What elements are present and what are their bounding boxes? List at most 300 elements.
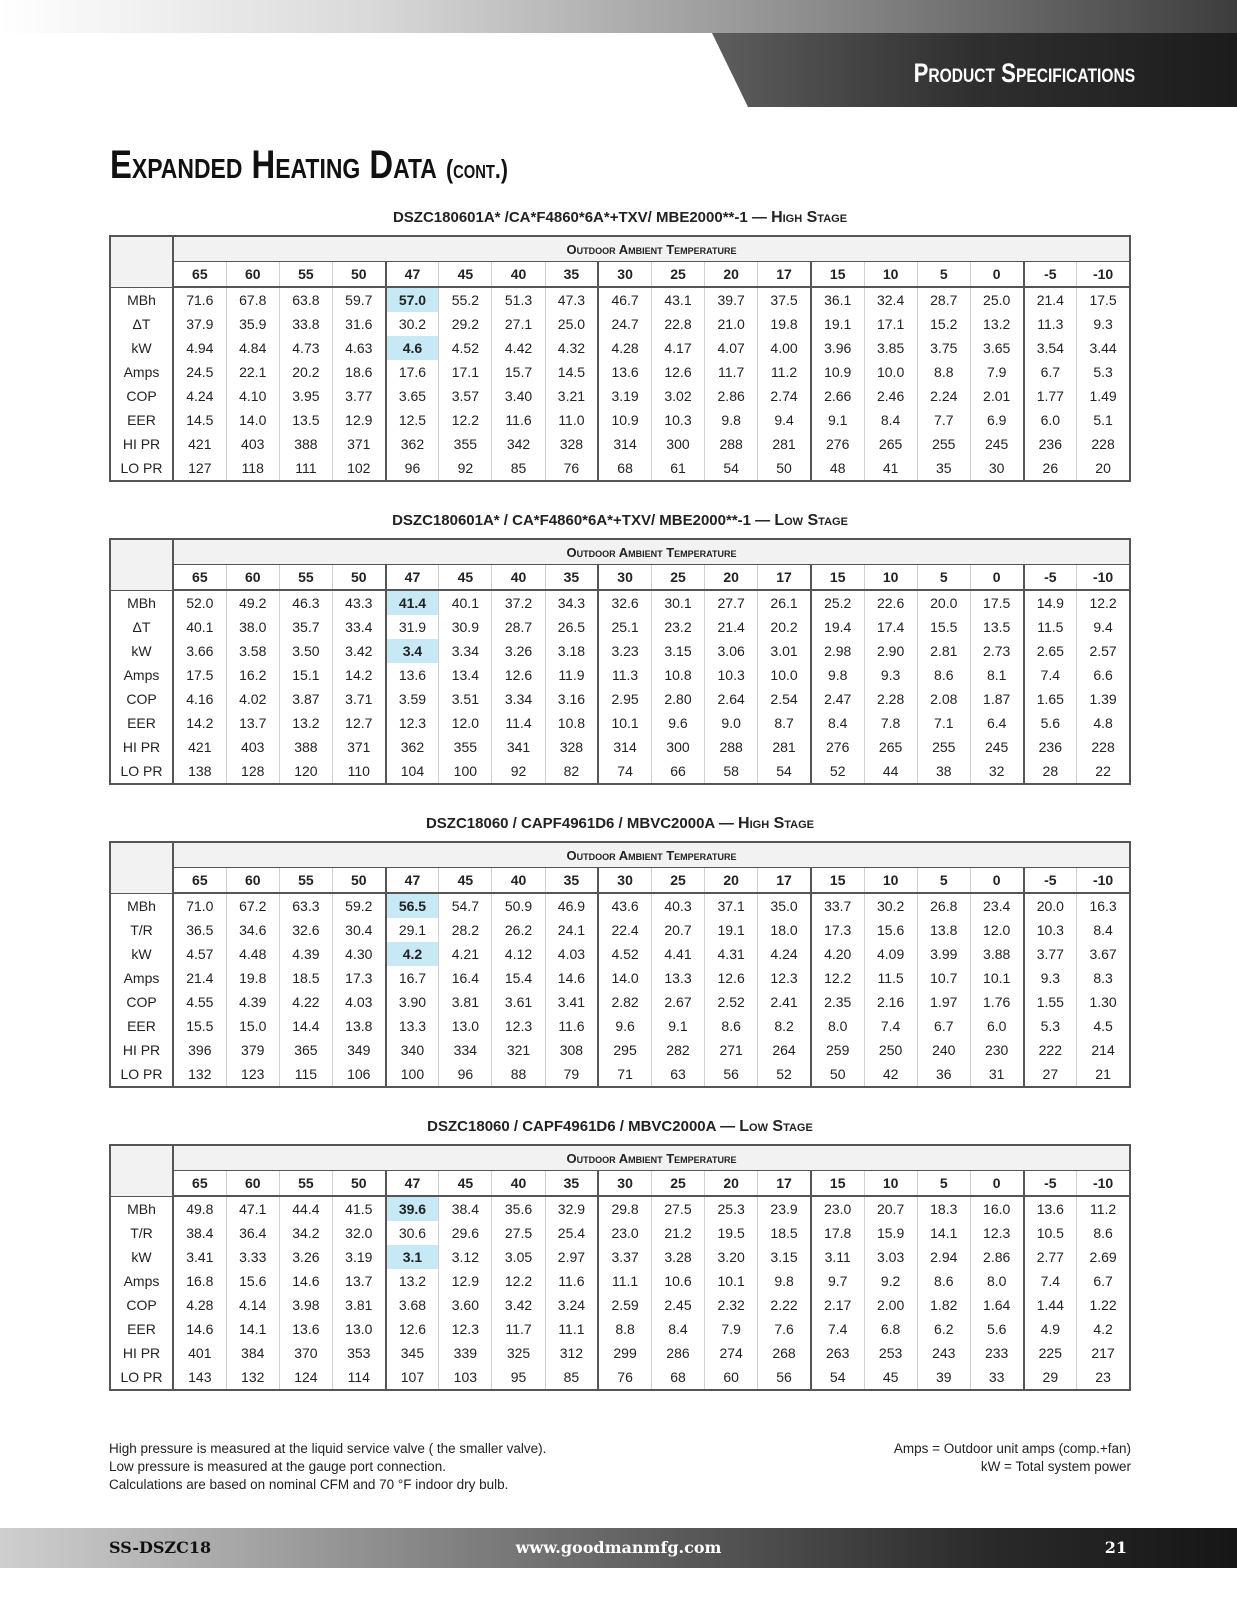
corner-cell bbox=[110, 236, 173, 287]
row-label: Amps bbox=[110, 360, 173, 384]
row-label: LO PR bbox=[110, 1365, 173, 1390]
table-cell: 12.9 bbox=[332, 408, 385, 432]
table-cell: 60 bbox=[705, 1365, 758, 1390]
table-cell: 143 bbox=[173, 1365, 226, 1390]
table-cell: 9.3 bbox=[864, 663, 917, 687]
table-cell: 2.80 bbox=[651, 687, 704, 711]
table-cell: 32.9 bbox=[545, 1196, 598, 1221]
table-cell: 4.41 bbox=[651, 942, 704, 966]
table-cell: 12.3 bbox=[492, 1014, 545, 1038]
table-cell: 4.10 bbox=[226, 384, 279, 408]
table-cell: 68 bbox=[598, 456, 651, 481]
corner-cell bbox=[110, 842, 173, 893]
table-cell: 3.44 bbox=[1077, 336, 1130, 360]
table-cell: 14.5 bbox=[173, 408, 226, 432]
table-cell: 12.9 bbox=[439, 1269, 492, 1293]
table-cell: 6.4 bbox=[970, 711, 1023, 735]
table-cell: 128 bbox=[226, 759, 279, 784]
table-cell: 2.24 bbox=[917, 384, 970, 408]
table-cell: 59.7 bbox=[332, 287, 385, 312]
table-title-stage: High Stage bbox=[738, 815, 815, 832]
column-header: 45 bbox=[439, 565, 492, 591]
table-cell: 13.6 bbox=[386, 663, 439, 687]
table-row bbox=[110, 1293, 1130, 1317]
table-cell: 16.0 bbox=[970, 1196, 1023, 1221]
table-cell: 33 bbox=[970, 1365, 1023, 1390]
table-cell: 8.8 bbox=[917, 360, 970, 384]
table-cell: 4.00 bbox=[758, 336, 811, 360]
table-cell: 4.09 bbox=[864, 942, 917, 966]
table-cell: 54 bbox=[811, 1365, 864, 1390]
table-cell: 230 bbox=[970, 1038, 1023, 1062]
table-cell: 30.2 bbox=[864, 893, 917, 918]
table-cell: 13.5 bbox=[279, 408, 332, 432]
table-cell: 17.4 bbox=[864, 615, 917, 639]
table-cell: 32.4 bbox=[864, 287, 917, 312]
table-cell: 14.2 bbox=[332, 663, 385, 687]
table-cell: 17.3 bbox=[811, 918, 864, 942]
table-cell: 14.1 bbox=[917, 1221, 970, 1245]
column-header: 0 bbox=[970, 868, 1023, 894]
table-cell: 15.7 bbox=[492, 360, 545, 384]
table-cell: 57.0 bbox=[386, 287, 439, 312]
table-cell: 3.65 bbox=[386, 384, 439, 408]
row-label: COP bbox=[110, 687, 173, 711]
table-cell: 8.1 bbox=[970, 663, 1023, 687]
table-cell: 8.8 bbox=[598, 1317, 651, 1341]
row-label: HI PR bbox=[110, 432, 173, 456]
table-cell: 9.8 bbox=[705, 408, 758, 432]
table-cell: 3.20 bbox=[705, 1245, 758, 1269]
table-cell: 20.0 bbox=[1024, 893, 1077, 918]
row-label: HI PR bbox=[110, 1038, 173, 1062]
table-cell: 5.3 bbox=[1024, 1014, 1077, 1038]
table-cell: 342 bbox=[492, 432, 545, 456]
column-header: 5 bbox=[917, 868, 970, 894]
table-cell: 14.4 bbox=[279, 1014, 332, 1038]
column-header: 60 bbox=[226, 1171, 279, 1197]
table-cell: 123 bbox=[226, 1062, 279, 1087]
table-cell: 22.8 bbox=[651, 312, 704, 336]
table-cell: 15.5 bbox=[173, 1014, 226, 1038]
table-cell: 2.59 bbox=[598, 1293, 651, 1317]
table-cell: 3.77 bbox=[332, 384, 385, 408]
table-cell: 51.3 bbox=[492, 287, 545, 312]
column-header: 65 bbox=[173, 868, 226, 894]
table-cell: 22.6 bbox=[864, 590, 917, 615]
column-header: 45 bbox=[439, 868, 492, 894]
table-title bbox=[109, 1116, 1131, 1138]
table-cell: 12.2 bbox=[1077, 590, 1130, 615]
table-cell: 1.39 bbox=[1077, 687, 1130, 711]
table-cell: 7.4 bbox=[811, 1317, 864, 1341]
table-cell: 11.3 bbox=[598, 663, 651, 687]
table-cell: 20.7 bbox=[864, 1196, 917, 1221]
table-cell: 106 bbox=[332, 1062, 385, 1087]
table-cell: 288 bbox=[705, 735, 758, 759]
table-cell: 50 bbox=[811, 1062, 864, 1087]
table-cell: 38.4 bbox=[439, 1196, 492, 1221]
table-cell: 34.6 bbox=[226, 918, 279, 942]
column-header: 65 bbox=[173, 565, 226, 591]
table-row bbox=[110, 639, 1130, 663]
table-cell: 39.6 bbox=[386, 1196, 439, 1221]
column-header: 25 bbox=[651, 868, 704, 894]
table-cell: 28.7 bbox=[492, 615, 545, 639]
table-cell: 6.0 bbox=[970, 1014, 1023, 1038]
table-cell: 1.87 bbox=[970, 687, 1023, 711]
table-cell: 26.5 bbox=[545, 615, 598, 639]
table-cell: 23.4 bbox=[970, 893, 1023, 918]
table-cell: 38 bbox=[917, 759, 970, 784]
table-row bbox=[110, 336, 1130, 360]
column-header: 40 bbox=[492, 262, 545, 288]
table-cell: 299 bbox=[598, 1341, 651, 1365]
table-cell: 12.6 bbox=[386, 1317, 439, 1341]
table-row bbox=[110, 687, 1130, 711]
table-cell: 228 bbox=[1077, 432, 1130, 456]
row-label: ΔT bbox=[110, 312, 173, 336]
row-label: EER bbox=[110, 408, 173, 432]
column-header: 65 bbox=[173, 262, 226, 288]
table-cell: 4.9 bbox=[1024, 1317, 1077, 1341]
table-cell: 3.1 bbox=[386, 1245, 439, 1269]
table-cell: 308 bbox=[545, 1038, 598, 1062]
column-header: -10 bbox=[1077, 565, 1130, 591]
table-cell: 9.1 bbox=[651, 1014, 704, 1038]
row-label: COP bbox=[110, 990, 173, 1014]
table-cell: 4.39 bbox=[279, 942, 332, 966]
table-cell: 16.8 bbox=[173, 1269, 226, 1293]
table-cell: 30.6 bbox=[386, 1221, 439, 1245]
table-cell: 5.1 bbox=[1077, 408, 1130, 432]
table-cell: 33.4 bbox=[332, 615, 385, 639]
footer-url[interactable]: www.goodmanmfg.com bbox=[515, 1538, 722, 1557]
table-cell: 9.6 bbox=[651, 711, 704, 735]
table-cell: 14.2 bbox=[173, 711, 226, 735]
table-cell: 40.3 bbox=[651, 893, 704, 918]
column-header: 30 bbox=[598, 262, 651, 288]
table-cell: 11.0 bbox=[545, 408, 598, 432]
table-cell: 15.0 bbox=[226, 1014, 279, 1038]
table-cell: 2.86 bbox=[705, 384, 758, 408]
row-label: HI PR bbox=[110, 735, 173, 759]
table-cell: 8.2 bbox=[758, 1014, 811, 1038]
table-cell: 12.6 bbox=[651, 360, 704, 384]
column-header: 15 bbox=[811, 262, 864, 288]
table-cell: 71 bbox=[598, 1062, 651, 1087]
table-cell: 2.66 bbox=[811, 384, 864, 408]
group-header: Outdoor Ambient Temperature bbox=[173, 539, 1130, 565]
table-cell: 3.41 bbox=[173, 1245, 226, 1269]
table-cell: 10.8 bbox=[545, 711, 598, 735]
table-cell: 11.2 bbox=[1077, 1196, 1130, 1221]
table-cell: 23 bbox=[1077, 1365, 1130, 1390]
table-cell: 12.7 bbox=[332, 711, 385, 735]
table-cell: 16.7 bbox=[386, 966, 439, 990]
row-label: COP bbox=[110, 384, 173, 408]
table-cell: 29 bbox=[1024, 1365, 1077, 1390]
group-header: Outdoor Ambient Temperature bbox=[173, 842, 1130, 868]
table-cell: 3.90 bbox=[386, 990, 439, 1014]
table-cell: 236 bbox=[1024, 432, 1077, 456]
table-cell: 2.81 bbox=[917, 639, 970, 663]
table-cell: 355 bbox=[439, 735, 492, 759]
table-row bbox=[110, 1341, 1130, 1365]
table-cell: 9.2 bbox=[864, 1269, 917, 1293]
table-cell: 312 bbox=[545, 1341, 598, 1365]
table-cell: 40.1 bbox=[173, 615, 226, 639]
table-cell: 18.5 bbox=[758, 1221, 811, 1245]
table-cell: 3.16 bbox=[545, 687, 598, 711]
table-cell: 3.61 bbox=[492, 990, 545, 1014]
table-cell: 240 bbox=[917, 1038, 970, 1062]
table-cell: 233 bbox=[970, 1341, 1023, 1365]
table-cell: 3.37 bbox=[598, 1245, 651, 1269]
table-cell: 11.1 bbox=[598, 1269, 651, 1293]
row-label: Amps bbox=[110, 1269, 173, 1293]
column-header: 10 bbox=[864, 868, 917, 894]
table-cell: 300 bbox=[651, 432, 704, 456]
table-cell: 3.42 bbox=[332, 639, 385, 663]
table-cell: 24.1 bbox=[545, 918, 598, 942]
table-cell: 245 bbox=[970, 735, 1023, 759]
table-title-stage: Low Stage bbox=[774, 512, 848, 529]
table-cell: 2.73 bbox=[970, 639, 1023, 663]
table-cell: 3.77 bbox=[1024, 942, 1077, 966]
table-cell: 26.1 bbox=[758, 590, 811, 615]
table-cell: 341 bbox=[492, 735, 545, 759]
table-cell: 4.02 bbox=[226, 687, 279, 711]
table-cell: 255 bbox=[917, 432, 970, 456]
table-cell: 7.9 bbox=[705, 1317, 758, 1341]
table-cell: 4.28 bbox=[598, 336, 651, 360]
table-cell: 138 bbox=[173, 759, 226, 784]
table-cell: 11.4 bbox=[492, 711, 545, 735]
table-cell: 8.6 bbox=[705, 1014, 758, 1038]
table-cell: 2.69 bbox=[1077, 1245, 1130, 1269]
note-line: High pressure is measured at the liquid service valve ( the smaller valve). bbox=[109, 1441, 547, 1456]
row-label: HI PR bbox=[110, 1341, 173, 1365]
table-cell: 18.5 bbox=[279, 966, 332, 990]
table-cell: 2.52 bbox=[705, 990, 758, 1014]
table-cell: 2.41 bbox=[758, 990, 811, 1014]
table-cell: 1.97 bbox=[917, 990, 970, 1014]
table-cell: 8.3 bbox=[1077, 966, 1130, 990]
table-cell: 67.8 bbox=[226, 287, 279, 312]
table-cell: 124 bbox=[279, 1365, 332, 1390]
table-cell: 23.2 bbox=[651, 615, 704, 639]
column-header: 55 bbox=[279, 565, 332, 591]
table-row bbox=[110, 966, 1130, 990]
table-title-model: DSZC18060 / CAPF4961D6 / MBVC2000A — bbox=[425, 815, 734, 832]
table-cell: 36.1 bbox=[811, 287, 864, 312]
table-cell: 334 bbox=[439, 1038, 492, 1062]
table-cell: 9.6 bbox=[598, 1014, 651, 1038]
table-cell: 3.88 bbox=[970, 942, 1023, 966]
table-cell: 13.2 bbox=[279, 711, 332, 735]
table-cell: 24.7 bbox=[598, 312, 651, 336]
data-table-section bbox=[109, 510, 1131, 785]
row-label: kW bbox=[110, 942, 173, 966]
table-cell: 68 bbox=[651, 1365, 704, 1390]
table-cell: 3.26 bbox=[279, 1245, 332, 1269]
table-cell: 32.6 bbox=[279, 918, 332, 942]
table-cell: 13.2 bbox=[386, 1269, 439, 1293]
table-cell: 23.0 bbox=[598, 1221, 651, 1245]
table-cell: 9.1 bbox=[811, 408, 864, 432]
table-cell: 37.2 bbox=[492, 590, 545, 615]
table-cell: 10.0 bbox=[864, 360, 917, 384]
column-header: 15 bbox=[811, 565, 864, 591]
table-cell: 3.81 bbox=[439, 990, 492, 1014]
table-cell: 3.57 bbox=[439, 384, 492, 408]
table-title bbox=[109, 207, 1131, 229]
table-cell: 6.9 bbox=[970, 408, 1023, 432]
table-cell: 214 bbox=[1077, 1038, 1130, 1062]
table-cell: 20.0 bbox=[917, 590, 970, 615]
table-cell: 3.71 bbox=[332, 687, 385, 711]
table-cell: 3.87 bbox=[279, 687, 332, 711]
table-cell: 92 bbox=[492, 759, 545, 784]
column-header: 47 bbox=[386, 1171, 439, 1197]
table-cell: 4.03 bbox=[545, 942, 598, 966]
table-cell: 6.7 bbox=[1077, 1269, 1130, 1293]
table-cell: 24.5 bbox=[173, 360, 226, 384]
table-cell: 30.2 bbox=[386, 312, 439, 336]
table-cell: 14.6 bbox=[279, 1269, 332, 1293]
table-cell: 52.0 bbox=[173, 590, 226, 615]
table-cell: 421 bbox=[173, 432, 226, 456]
table-cell: 10.3 bbox=[705, 663, 758, 687]
note-line: Amps = Outdoor unit amps (comp.+fan) bbox=[893, 1441, 1131, 1456]
table-cell: 12.2 bbox=[492, 1269, 545, 1293]
table-cell: 2.45 bbox=[651, 1293, 704, 1317]
table-cell: 21.4 bbox=[705, 615, 758, 639]
table-cell: 11.9 bbox=[545, 663, 598, 687]
table-cell: 250 bbox=[864, 1038, 917, 1062]
column-header: 20 bbox=[705, 868, 758, 894]
table-cell: 300 bbox=[651, 735, 704, 759]
table-cell: 100 bbox=[439, 759, 492, 784]
table-row bbox=[110, 663, 1130, 687]
table-cell: 35.7 bbox=[279, 615, 332, 639]
table-cell: 67.2 bbox=[226, 893, 279, 918]
table-cell: 259 bbox=[811, 1038, 864, 1062]
table-cell: 96 bbox=[386, 456, 439, 481]
column-header: 35 bbox=[545, 565, 598, 591]
table-cell: 314 bbox=[598, 735, 651, 759]
table-cell: 7.4 bbox=[1024, 1269, 1077, 1293]
table-cell: 1.22 bbox=[1077, 1293, 1130, 1317]
table-cell: 61 bbox=[651, 456, 704, 481]
table-cell: 282 bbox=[651, 1038, 704, 1062]
table-cell: 10.8 bbox=[651, 663, 704, 687]
heating-data-table bbox=[109, 841, 1131, 1088]
table-cell: 39.7 bbox=[705, 287, 758, 312]
row-label: LO PR bbox=[110, 759, 173, 784]
table-cell: 19.8 bbox=[226, 966, 279, 990]
table-cell: 120 bbox=[279, 759, 332, 784]
column-header: -5 bbox=[1024, 262, 1077, 288]
column-header: 35 bbox=[545, 868, 598, 894]
table-cell: 3.34 bbox=[492, 687, 545, 711]
table-cell: 13.2 bbox=[970, 312, 1023, 336]
column-header: 17 bbox=[758, 565, 811, 591]
table-cell: 100 bbox=[386, 1062, 439, 1087]
table-cell: 19.4 bbox=[811, 615, 864, 639]
table-cell: 3.40 bbox=[492, 384, 545, 408]
table-title-model: DSZC180601A* / CA*F4860*6A*+TXV/ MBE2000**-1 — bbox=[392, 512, 771, 529]
table-row bbox=[110, 615, 1130, 639]
table-cell: 5.6 bbox=[970, 1317, 1023, 1341]
table-cell: 16.4 bbox=[439, 966, 492, 990]
table-cell: 22.1 bbox=[226, 360, 279, 384]
table-cell: 25.2 bbox=[811, 590, 864, 615]
table-cell: 59.2 bbox=[332, 893, 385, 918]
table-cell: 22 bbox=[1077, 759, 1130, 784]
page-title bbox=[110, 143, 508, 188]
table-cell: 3.18 bbox=[545, 639, 598, 663]
table-cell: 4.52 bbox=[598, 942, 651, 966]
table-row bbox=[110, 360, 1130, 384]
table-cell: 6.7 bbox=[917, 1014, 970, 1038]
table-cell: 2.67 bbox=[651, 990, 704, 1014]
table-cell: 15.1 bbox=[279, 663, 332, 687]
column-header: 60 bbox=[226, 565, 279, 591]
table-cell: 10.9 bbox=[598, 408, 651, 432]
column-header: 30 bbox=[598, 868, 651, 894]
table-cell: 2.01 bbox=[970, 384, 1023, 408]
table-title bbox=[109, 813, 1131, 835]
table-cell: 41 bbox=[864, 456, 917, 481]
column-header: 40 bbox=[492, 565, 545, 591]
table-cell: 20.7 bbox=[651, 918, 704, 942]
table-cell: 76 bbox=[545, 456, 598, 481]
table-cell: 20 bbox=[1077, 456, 1130, 481]
table-cell: 28.7 bbox=[917, 287, 970, 312]
table-cell: 12.3 bbox=[386, 711, 439, 735]
table-cell: 3.24 bbox=[545, 1293, 598, 1317]
table-cell: 9.4 bbox=[1077, 615, 1130, 639]
table-cell: 74 bbox=[598, 759, 651, 784]
table-cell: 265 bbox=[864, 735, 917, 759]
column-header: 5 bbox=[917, 565, 970, 591]
table-cell: 3.50 bbox=[279, 639, 332, 663]
table-cell: 9.7 bbox=[811, 1269, 864, 1293]
table-cell: 13.5 bbox=[970, 615, 1023, 639]
group-header: Outdoor Ambient Temperature bbox=[173, 236, 1130, 262]
table-cell: 12.3 bbox=[439, 1317, 492, 1341]
table-cell: 111 bbox=[279, 456, 332, 481]
table-title-model: DSZC18060 / CAPF4961D6 / MBVC2000A — bbox=[427, 1118, 736, 1135]
table-row bbox=[110, 1014, 1130, 1038]
table-cell: 2.54 bbox=[758, 687, 811, 711]
table-cell: 71.6 bbox=[173, 287, 226, 312]
table-cell: 4.20 bbox=[811, 942, 864, 966]
table-cell: 47.3 bbox=[545, 287, 598, 312]
table-cell: 32.6 bbox=[598, 590, 651, 615]
table-cell: 127 bbox=[173, 456, 226, 481]
table-cell: 27.5 bbox=[492, 1221, 545, 1245]
table-cell: 274 bbox=[705, 1341, 758, 1365]
table-cell: 17.8 bbox=[811, 1221, 864, 1245]
table-cell: 10.6 bbox=[651, 1269, 704, 1293]
table-cell: 9.8 bbox=[811, 663, 864, 687]
column-header: 17 bbox=[758, 868, 811, 894]
table-cell: 11.3 bbox=[1024, 312, 1077, 336]
row-label: MBh bbox=[110, 893, 173, 918]
